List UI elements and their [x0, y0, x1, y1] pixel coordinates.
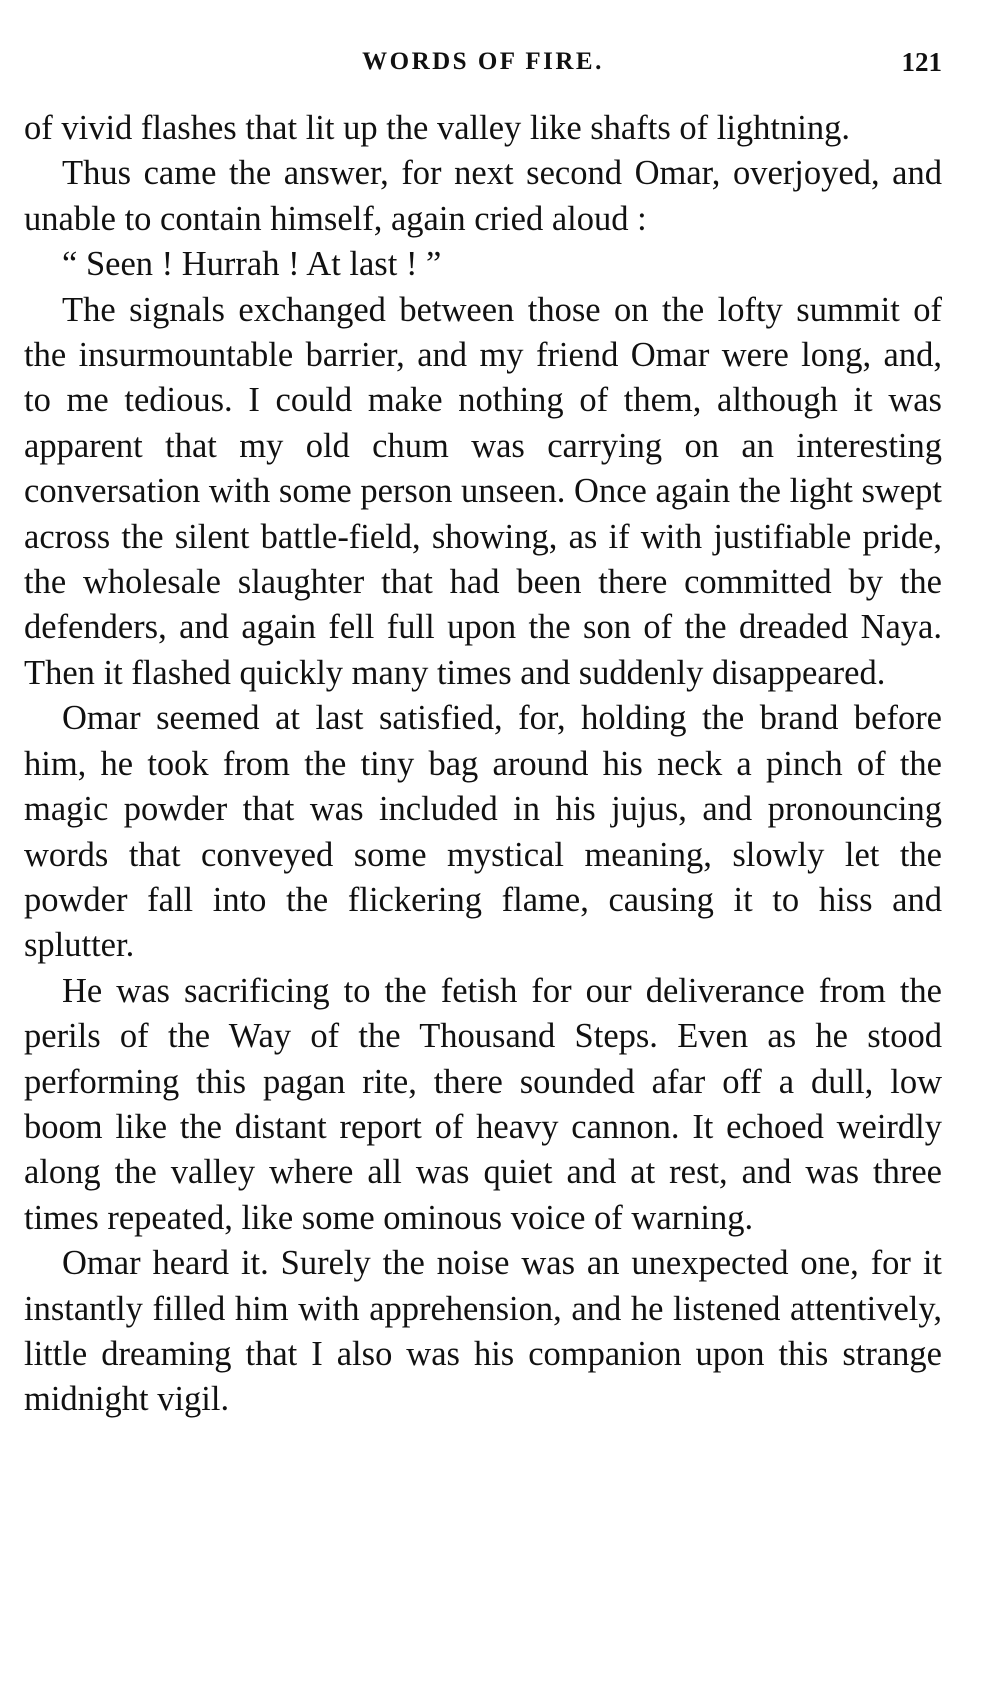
paragraph: Omar heard it. Surely the noise was an unexpected one, for it instantly filled him with apprehension, and he listened attentively, little dreaming that I also was his companion upon this strange midnight vigil. [24, 1244, 942, 1419]
paragraph: He was sacrificing to the fetish for our deliverance from the perils of the Way of the Thousand Steps. Even as he stood performing this pagan rite, there sounded afar off a dull, low boom like the distant report of heavy cannon. It echoed weirdly along the valley where all was quiet and at rest, and was three times repeated, like some ominous voice of warning. [24, 971, 942, 1237]
paragraph-continuation: of vivid flashes that lit up the valley like shafts of lightning. [24, 109, 850, 147]
paragraph: Omar seemed at last satisfied, for, holding the brand before him, he took from the tiny bag around his neck a pinch of the magic powder that was included in his jujus, and pronouncing words that conveyed some mystical meaning, slowly let the powder fall into the flickering flame, causing it to hiss and splutter. [24, 699, 942, 965]
page-header [24, 42, 942, 82]
paragraph: The signals exchanged between those on the lofty summit of the insurmountable barrier, and my friend Omar were long, and, to me tedious. I could make nothing of them, although it was apparent that my old chum was carrying on an interesting conversation with some person unseen. Once again the light swept across the silent battle-field, showing, as if with justifiable pride, the wholesale slaughter that had been there committed by the defenders, and again fell full upon the son of the dreaded Naya. Then it flashed quickly many times and suddenly disappeared. [24, 290, 942, 692]
page-number: 121 [901, 47, 942, 77]
running-title: WORDS OF FIRE. [362, 48, 604, 75]
paragraph: Thus came the answer, for next second Omar, overjoyed, and unable to contain himself, again cried aloud : [24, 154, 942, 238]
body-text [24, 106, 942, 1423]
paragraph-exclamation: “ Seen ! Hurrah ! At last ! ” [62, 245, 442, 284]
